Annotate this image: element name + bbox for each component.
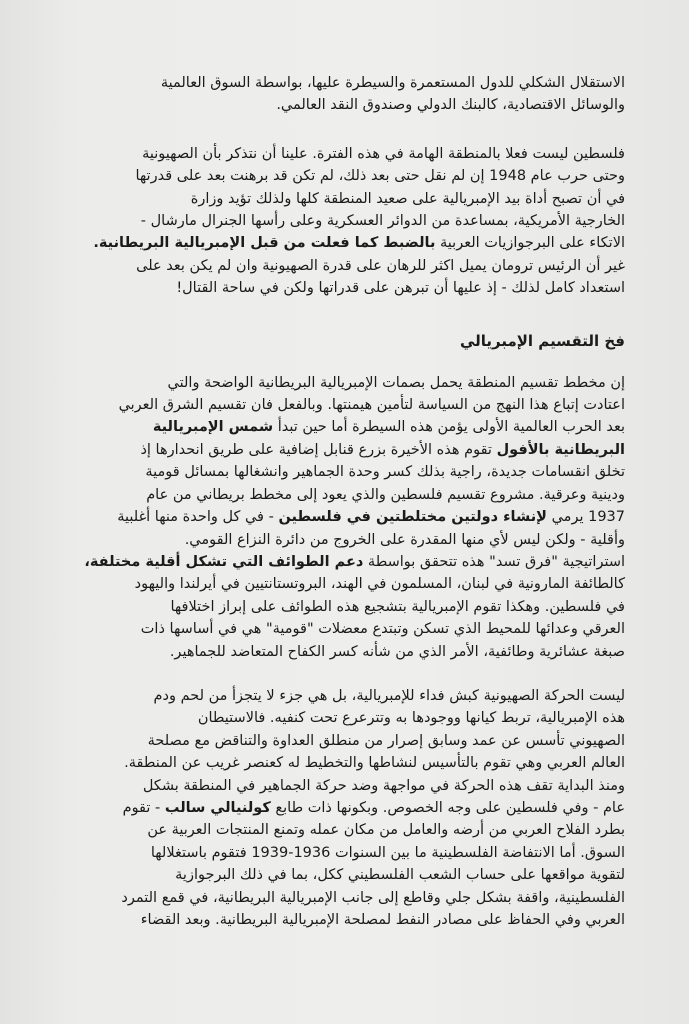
text-line — [64, 551, 625, 573]
text-segment: - تقوم — [122, 799, 161, 816]
text-line: استعداد كامل لذلك - إذ عليها أن تبرهن على قدراتها ولكن في ساحة القتال! — [176, 280, 625, 297]
bold-emphasis: دعم الطوائف التي تشكل أقلية مختلفة، — [84, 553, 364, 570]
text-line: اعتادت إتباع هذا النهج من السياسة لتأمين هيمنتها. وبالفعل فان تقسيم الشرق العربي — [118, 397, 625, 414]
text-line: ودينية وعرقية. مشروع تقسيم فلسطين والذي يعود إلى مخطط بريطاني من عام — [146, 486, 625, 503]
text-line: الاستقلال الشكلي للدول المستعمرة والسيطرة عليها، بواسطة السوق العالمية — [160, 75, 625, 91]
text-line: العرقي وعدائها للمحيط الذي تسكن وتبتدع معضلات "قومية" هي في أساسها ذات — [140, 621, 625, 638]
text-line: فلسطين ليست فعلا بالمنطقة الهامة في هذه الفترة. علينا أن نتذكر بأن الصهيونية — [142, 145, 625, 162]
text-line: في أن تصبح أداة بيد الإمبريالية على صعيد المنطقة كلها ولذلك تؤيد وزارة — [190, 190, 625, 207]
bold-emphasis: البريطانية بالأفول — [496, 441, 625, 458]
text-line: والوسائل الاقتصادية، كالبنك الدولي وصندوق النقد العالمي. — [276, 97, 625, 114]
text-segment: بعد الحرب العالمية الأولى يؤمن هذه السيطرة أما حين تبدأ — [277, 419, 625, 436]
text-segment: الاتكاء على البرجوازيات العربية — [440, 235, 625, 252]
paragraph-1 — [64, 72, 625, 117]
text-line: الخارجية الأمريكية، بمساعدة من الدوائر العسكرية وعلى رأسها الجنرال مارشال - — [140, 213, 625, 230]
text-line: تخلق انقسامات جديدة، راجية بذلك كسر وحدة الجماهير وانشغالها بمسائل قومية — [145, 464, 625, 481]
text-line: في فلسطين. وهكذا تقوم الإمبريالية بتشجيع هذه الطوائف على إبراز اختلافها — [170, 598, 625, 615]
text-line — [64, 416, 625, 438]
section-heading: فخ التقسيم الإمبريالي — [459, 331, 625, 350]
text-line: لتقوية مواقعها على حساب الشعب الفلسطيني ككل، بما في ذلك البرجوازية — [175, 867, 625, 884]
text-line — [64, 439, 625, 461]
text-line: ليست الحركة الصهيونية كبش فداء للإمبريالية، بل هي جزء لا يتجزأ من لحم ودم — [153, 687, 625, 704]
bold-emphasis: لإنشاء دولتين مختلطتين في فلسطين — [278, 509, 547, 526]
text-line: بطرد الفلاح العربي من أرضه والعامل من مكان عمله وتمنع المنتجات العربية عن — [147, 822, 625, 839]
text-line: الصهيوني تأسس عن عمد وسابق إصرار من منطلق العداوة والتناقض مع مصلحة — [147, 732, 625, 749]
text-line — [64, 797, 625, 819]
text-line: العالم العربي وهي تقوم بالتأسيس لنشاطها والتخطيط له كعنصر غريب عن المنطقة. — [124, 755, 625, 772]
text-segment: تقوم هذه الأخيرة بزرع قنابل إضافية على طريق انحدارها إذ — [140, 441, 492, 458]
text-line — [64, 232, 625, 254]
paragraph-3 — [64, 372, 625, 663]
text-line: وحتى حرب عام 1948 إن لم نقل حتى بعد ذلك، لم تكن قد برهنت بعد على قدرتها — [135, 168, 625, 185]
text-segment: عام - وفي فلسطين على وجه الخصوص. وبكونها ذات طابع — [275, 799, 625, 816]
text-line: إن مخطط تقسيم المنطقة يحمل بصمات الإمبريالية البريطانية الواضحة والتي — [167, 374, 625, 391]
paragraph-2 — [64, 143, 625, 300]
text-line: العربي وفي الحفاظ على مصادر النفط لمصلحة الإمبريالية البريطانية. وبعد القضاء — [140, 912, 625, 928]
bold-emphasis: شمس الإمبريالية — [152, 419, 274, 436]
text-line: غير أن الرئيس ترومان يميل اكثر للرهان على قدرة الصهيونية وان لم يكن بعد على — [136, 257, 625, 274]
text-line: هذه الإمبريالية، تربط كيانها ووجودها به وتترعرع تحت كنفيه. فالاستيطان — [197, 710, 625, 727]
paragraph-4 — [64, 685, 625, 931]
text-segment: استراتيجية "فرق تسد" هذه تتحقق بواسطة — [367, 553, 625, 570]
bold-emphasis: بالضبط كما فعلت من قبل الإمبريالية البريطانية. — [93, 235, 436, 252]
text-line: ومنذ البداية تقف هذه الحركة في مواجهة وضد حركة الجماهير في المنطقة بشكل — [142, 777, 625, 794]
text-line: الفلسطينية، واقفة بشكل جلي وقاطع إلى جانب الإمبريالية البريطانية، في قمع التمرد — [121, 889, 625, 906]
text-segment: 1937 يرمي — [551, 509, 625, 526]
text-line: كالطائفة المارونية في لبنان، المسلمون في الهند، البروتستانتيين في أيرلندا واليهود — [134, 576, 625, 593]
bold-emphasis: كولنيالي سالب — [164, 799, 271, 816]
text-line: السوق. أما الانتفاضة الفلسطينية ما بين السنوات 1936-1939 فتقوم باستغلالها — [150, 844, 625, 861]
text-line — [64, 506, 625, 528]
text-line: وأقلية - ولكن ليس لأي منها المقدرة على الخروج من دائرة النزاع القومي. — [184, 531, 625, 548]
text-line: صبغة عشائرية وطائفية، الأمر الذي من شأنه كسر الكفاح المتعاضد للجماهير. — [169, 643, 625, 660]
text-segment: - في كل واحدة منها أغلبية — [117, 509, 274, 526]
